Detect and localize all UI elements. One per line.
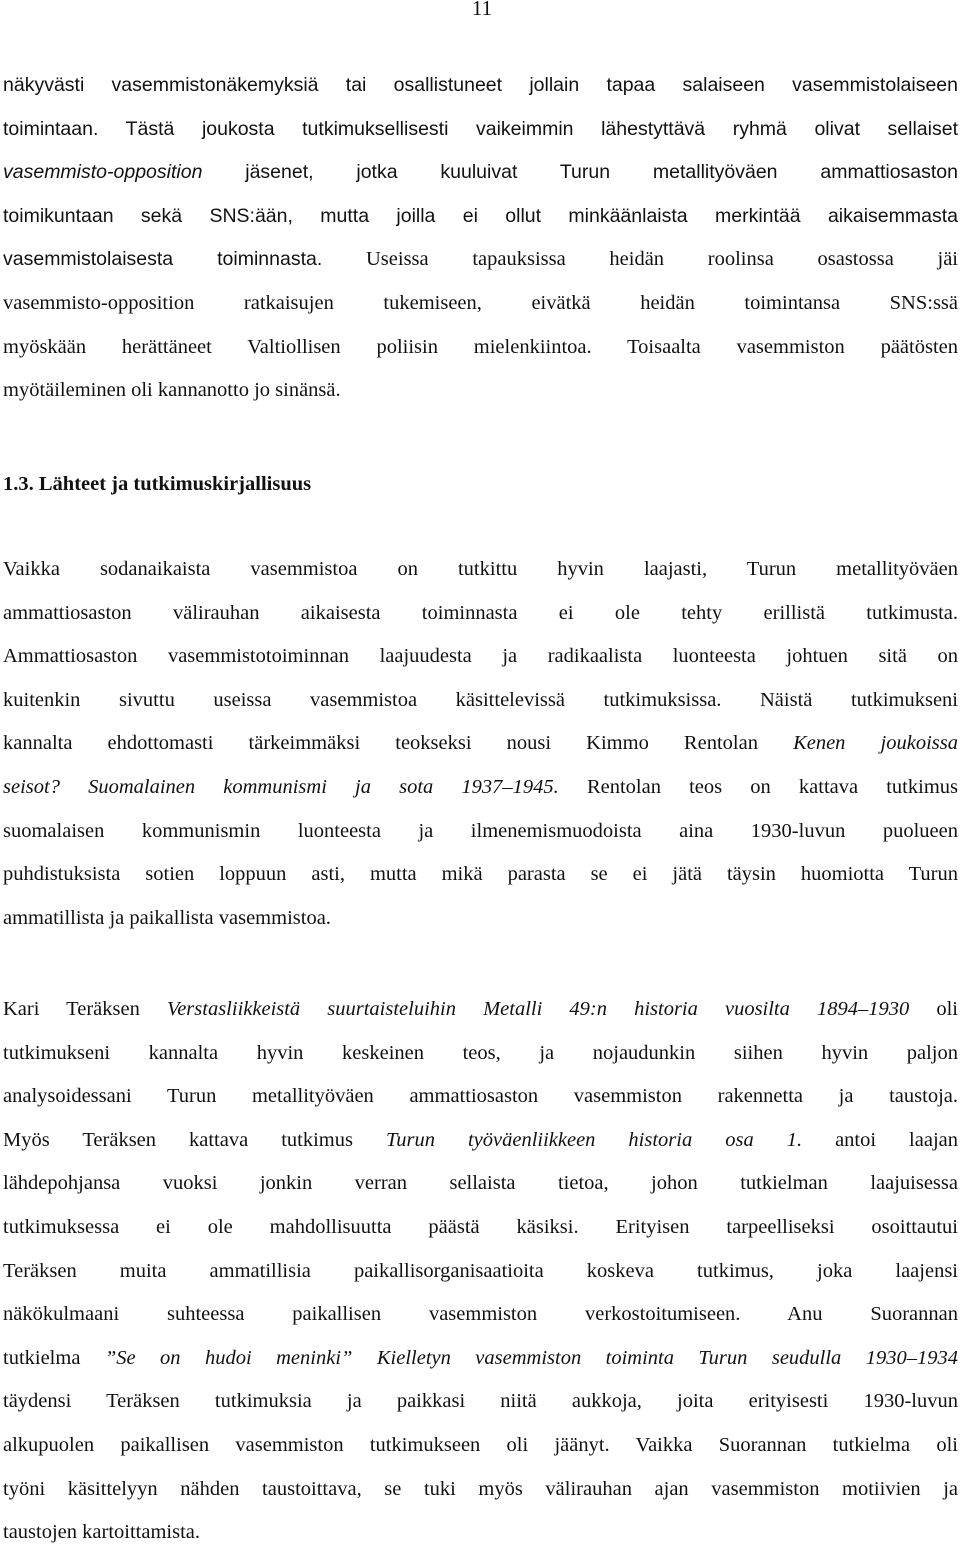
text-line xyxy=(3,1424,958,1468)
text-run: vasemmistolaisesta toiminnasta. xyxy=(3,248,323,271)
text-line: lähdepohjansa vuoksi jonkin verran sellaista tietoa, johon tutkielman laajuisessa xyxy=(3,1172,958,1195)
text-line: näkyvästi vasemmistonäkemyksiä tai osallistuneet jollain tapaa salaiseen vasemmistolaiseen xyxy=(3,74,958,96)
text-line: vasemmisto-opposition ratkaisujen tukemiseen, eivätkä heidän toimintansa SNS:ssä xyxy=(3,291,958,314)
italic-title: Verstasliikkeistä suurtaisteluihin Metalli 49:n historia vuosilta 1894–1930 xyxy=(166,998,910,1020)
paragraph-1 xyxy=(3,64,958,413)
text-run: toimintaan. xyxy=(3,117,99,140)
text-run: Useissa tapauksissa heidän roolinsa osastossa jäi xyxy=(322,248,958,271)
text-run: oli xyxy=(909,998,958,1020)
text-run: myöskään herättäneet Valtiollisen poliisin mielenkiintoa. xyxy=(3,335,592,358)
text-line xyxy=(3,766,958,810)
section-heading: 1.3. Lähteet ja tutkimuskirjallisuus xyxy=(3,473,312,495)
italic-title: seisot? Suomalainen kommunismi ja sota 1937–1945. xyxy=(3,775,559,798)
text-line: Vaikka sodanaikaista vasemmistoa on tutkittu hyvin laajasti, Turun metallityöväen xyxy=(3,558,958,580)
text-run: Myös Teräksen kattava tutkimus xyxy=(3,1128,386,1151)
text-line: työni käsittelyyn nähden taustoittava, se tuki myös välirauhan ajan vasemmiston motiivien ja xyxy=(3,1477,958,1500)
page-number: 11 xyxy=(471,0,493,20)
text-line: taustojen kartoittamista. xyxy=(3,1521,200,1544)
text-run: Erityisen tarpeelliseksi osoittautui xyxy=(578,1215,958,1238)
text-line xyxy=(3,1206,958,1250)
text-line xyxy=(3,722,958,766)
text-run: tutkimuksessa ei ole mahdollisuutta päästä käsiksi. xyxy=(3,1215,579,1238)
text-line: ammatillista ja paikallista vasemmistoa. xyxy=(3,906,331,929)
italic-title: Kenen joukoissa xyxy=(793,732,958,755)
text-line: suomalaisen kommunismin luonteesta ja ilmenemismuodoista aina 1930-luvun puolueen xyxy=(3,819,958,842)
text-line: ammattiosaston välirauhan aikaisesta toiminnasta ei ole tehty erillistä tutkimusta. xyxy=(3,601,958,624)
paragraph-2 xyxy=(3,548,958,940)
text-line: puhdistuksista sotien loppuun asti, mutta mikä parasta se ei jätä täysin huomiotta Turun xyxy=(3,863,958,886)
text-run: tutkielma xyxy=(3,1346,105,1369)
text-run: kannalta ehdottomasti tärkeimmäksi teokseksi nousi Kimmo Rentolan xyxy=(3,732,794,755)
text-run: jäsenet, jotka kuuluivat Turun metallityöväen ammattiosaston xyxy=(202,161,958,184)
text-run: Toisaalta vasemmiston päätösten xyxy=(591,335,958,358)
text-line xyxy=(3,1119,958,1163)
text-line: analysoidessani Turun metallityöväen ammattiosaston vasemmiston rakennetta ja taustoja. xyxy=(3,1085,958,1108)
italic-title: Turun työväenliikkeen historia osa 1. xyxy=(385,1128,803,1151)
text-run: antoi laajan xyxy=(802,1128,958,1151)
text-run: Vaikka Suorannan tutkielma oli xyxy=(609,1433,958,1456)
paragraph-3 xyxy=(3,988,958,1555)
text-line: myötäileminen oli kannanotto jo sinänsä. xyxy=(3,379,341,402)
text-run: Rentolan teos on kattava tutkimus xyxy=(558,775,958,798)
text-line: kuitenkin sivuttu useissa vasemmistoa käsittelevissä tutkimuksissa. Näistä tutkimukseni xyxy=(3,688,958,711)
text-line xyxy=(3,1337,958,1381)
italic-term: vasemmisto-opposition xyxy=(3,161,203,184)
text-run: Anu Suorannan xyxy=(740,1303,958,1326)
text-run: Tästä joukosta tutkimuksellisesti vaikeimmin lähestyttävä ryhmä olivat sellaiset xyxy=(98,117,958,140)
text-line xyxy=(3,988,958,1032)
text-line xyxy=(3,238,958,282)
text-line: Teräksen muita ammatillisia paikallisorganisaatioita koskeva tutkimus, joka laajensi xyxy=(3,1259,958,1282)
text-line: toimikuntaan sekä SNS:ään, mutta joilla ei ollut minkäänlaista merkintää aikaisemmasta xyxy=(3,204,958,227)
text-run: Kari Teräksen xyxy=(3,998,167,1020)
text-line xyxy=(3,151,958,195)
text-line: tutkimukseni kannalta hyvin keskeinen teos, ja nojaudunkin siihen hyvin paljon xyxy=(3,1041,958,1064)
text-line xyxy=(3,1293,958,1337)
text-line: täydensi Teräksen tutkimuksia ja paikkasi niitä aukkoja, joita erityisesti 1930-luvun xyxy=(3,1390,958,1413)
text-line xyxy=(3,326,958,370)
italic-title: ”Se on hudoi meninki” Kielletyn vasemmiston toiminta Turun seudulla 1930–1934 xyxy=(104,1346,958,1369)
text-run: alkupuolen paikallisen vasemmiston tutkimukseen oli jäänyt. xyxy=(3,1433,610,1456)
text-line: Ammattiosaston vasemmistotoiminnan laajuudesta ja radikaalista luonteesta johtuen sitä on xyxy=(3,645,958,668)
text-line xyxy=(3,108,958,152)
text-run: näkökulmaani suhteessa paikallisen vasemmiston verkostoitumiseen. xyxy=(3,1303,741,1326)
